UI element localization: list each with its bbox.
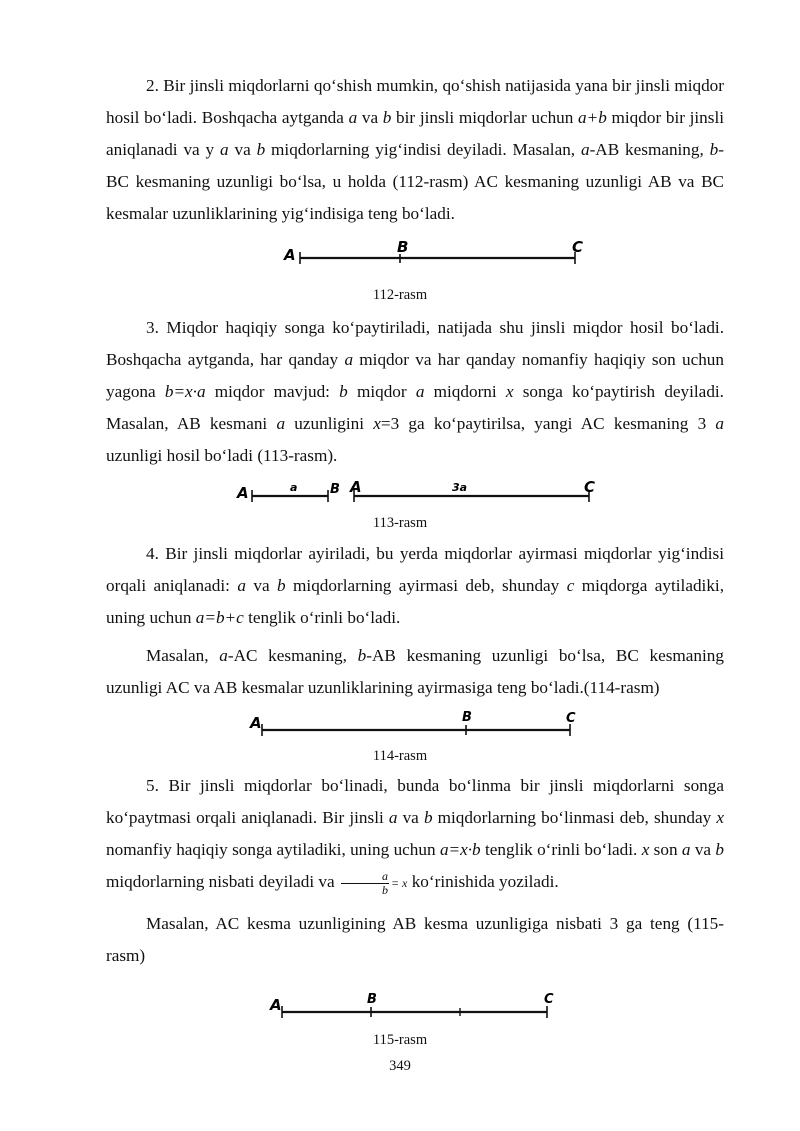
- label-a: A: [284, 246, 296, 264]
- figure-caption-114: 114-rasm: [372, 748, 428, 764]
- figure-114: [248, 708, 588, 742]
- paragraph-subtraction: 4. Bir jinsli miqdorlar ayiriladi, bu yerda miqdorlar ayirmasi miqdorlar yig‘indisi orqali aniqlanadi: a va b miqdorlarning ayirmasi deb, shunday c miqdorga aytiladiki, uning uchun a=b+c tenglik o‘rinli bo‘ladi.: [106, 544, 724, 627]
- label-a: A: [270, 996, 282, 1014]
- label-a-small: A: [237, 484, 249, 502]
- page-number: 349: [389, 1058, 411, 1074]
- label-b: B: [462, 710, 472, 725]
- label-c-large: C: [584, 478, 596, 496]
- label-c: C: [544, 992, 554, 1007]
- paragraph-division: 5. Bir jinsli miqdorlar bo‘linadi, bunda bo‘linma bir jinsli miqdorlarni songa ko‘paytmasi orqali aniqlanadi. Bir jinsli a va b miqdorlarning bo‘linmasi deb, shunday x nomanfiy haqiqiy songa aytiladiki, uning uchun a=x·b tenglik o‘rinli bo‘ladi. x son a va b miqdorlarning nisbati deyiladi va $\frac{a}{b}$ = x ko‘rinishida yoziladi.: [106, 776, 725, 897]
- fraction-a-over-b: $\frac{a}{b}$: [341, 870, 389, 897]
- label-a-large: A: [350, 478, 362, 496]
- paragraph-multiplication: 3. Miqdor haqiqiy songa ko‘paytiriladi, natijada shu jinsli miqdor hosil bo‘ladi. Boshqacha aytganda, har qanday a miqdor va har qanday nomanfiy haqiqiy son uchun yagona b=x·a miqdor mavjud: b miqdor a miqdorni x songa ko‘paytirish deyiladi. Masalan, AB kesmani a uzunligini x=3 ga ko‘paytirilsa, yangi AC kesmaning 3 a uzunligi hosil bo‘ladi (113-rasm).: [106, 318, 724, 465]
- figure-caption-115: 115-rasm: [372, 1032, 428, 1048]
- paragraph-ratio-example: Masalan, AC kesma uzunligining AB kesma uzunligiga nisbati 3 ga teng (115-rasm): [106, 914, 724, 965]
- paragraph-addition: 2. Bir jinsli miqdorlarni qo‘shish mumkin, qo‘shish natijasida yana bir jinsli miqdor hosil bo‘ladi. Boshqacha aytganda a va b bir jinsli miqdorlar uchun a+b miqdor bir jinsli aniqlanadi va y a va b miqdorlarning yig‘indisi deyiladi. Masalan, a-AB kesmaning, b-BC kesmaning uzunligi bo‘lsa, u holda (112-rasm) AC kesmaning uzunligi AB va BC kesmalar uzunliklarining yig‘indisiga teng bo‘ladi.: [106, 76, 725, 223]
- label-c: C: [572, 238, 584, 256]
- label-b-small: B: [330, 482, 340, 497]
- label-a: A: [250, 714, 262, 732]
- figure-115: [268, 988, 568, 1022]
- figure-113: [234, 476, 604, 510]
- figure-caption-113: 113-rasm: [372, 515, 428, 531]
- label-length-3a: 3a: [452, 481, 468, 494]
- label-c: C: [566, 711, 576, 726]
- label-b: B: [397, 238, 409, 256]
- figure-112: [280, 236, 590, 270]
- paragraph-subtraction-example: Masalan, a-AC kesmaning, b-AB kesmaning uzunligi bo‘lsa, BC kesmaning uzunligi AC va AB kesmalar uzunliklarining ayirmasiga teng bo‘ladi.(114-rasm): [106, 646, 724, 697]
- label-length-a: a: [290, 481, 298, 494]
- label-b: B: [367, 992, 377, 1007]
- figure-caption-112: 112-rasm: [372, 287, 428, 303]
